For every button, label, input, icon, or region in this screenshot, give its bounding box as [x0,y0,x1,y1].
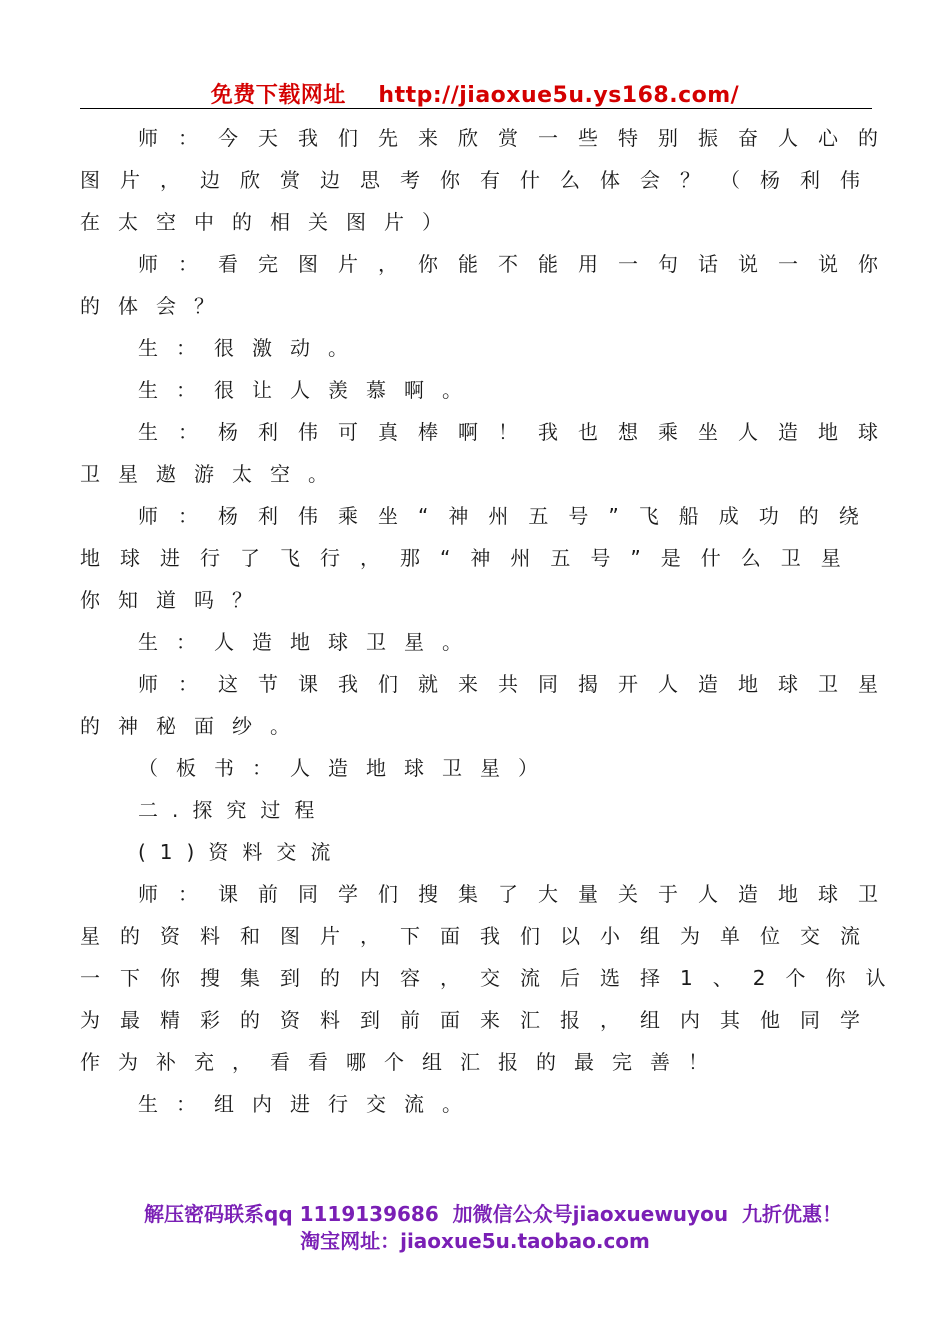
section-heading: 二.探究过程 [138,798,329,822]
paragraph-line: 师：杨利伟乘坐“神州五号”飞船成功的绕 [138,504,879,528]
header-label: 免费下载网址 [210,83,346,108]
paragraph-line: 的神秘面纱。 [80,714,308,738]
paragraph-line: 生：杨利伟可真棒啊！我也想乘坐人造地球 [138,420,898,444]
paragraph-line: 星的资料和图片，下面我们以小组为单位交流 [80,924,880,948]
paragraph-line: 的体会？ [80,294,232,318]
paragraph-line: 一下你搜集到的内容，交流后选择1、2个你认 [80,966,906,990]
paragraph-line: 地球进行了飞行，那“神州五号”是什么卫星 [80,546,861,570]
paragraph-line: 生：人造地球卫星。 [138,630,480,654]
paragraph-line: 生：组内进行交流。 [138,1092,480,1116]
footer-shop-link[interactable]: 淘宝网址：jiaoxue5u.taobao.com [300,1229,650,1253]
subsection-heading: (1)资料交流 [138,840,345,864]
paragraph-line: （板书：人造地球卫星） [138,756,556,780]
lesson-body [80,119,906,1127]
paragraph-line: 师：看完图片，你能不能用一句话说一说你 [138,252,898,276]
paragraph-line: 图片，边欣赏边思考你有什么体会？（杨利伟 [80,168,880,192]
paragraph-line: 师：今天我们先来欣赏一些特别振奋人心的 [138,126,898,150]
paragraph-line: 为最精彩的资料到前面来汇报，组内其他同学 [80,1008,880,1032]
header-divider [80,108,872,109]
footer-contact-line: 解压密码联系qq 1119139686 加微信公众号jiaoxuewuyou 九折优惠！ [144,1202,842,1226]
paragraph-line: 师：这节课我们就来共同揭开人造地球卫星 [138,672,898,696]
paragraph-line: 师：课前同学们搜集了大量关于人造地球卫 [138,882,898,906]
paragraph-line: 卫星遨游太空。 [80,462,346,486]
paragraph-line: 生：很激动。 [138,336,366,360]
paragraph-line: 在太空中的相关图片） [80,210,460,234]
paragraph-line: 生：很让人羡慕啊。 [138,378,480,402]
header-url-link[interactable]: http://jiaoxue5u.ys168.com/ [378,83,740,108]
download-header [0,78,950,109]
paragraph-line: 作为补充，看看哪个组汇报的最完善！ [80,1050,726,1074]
paragraph-line: 你知道吗？ [80,588,270,612]
